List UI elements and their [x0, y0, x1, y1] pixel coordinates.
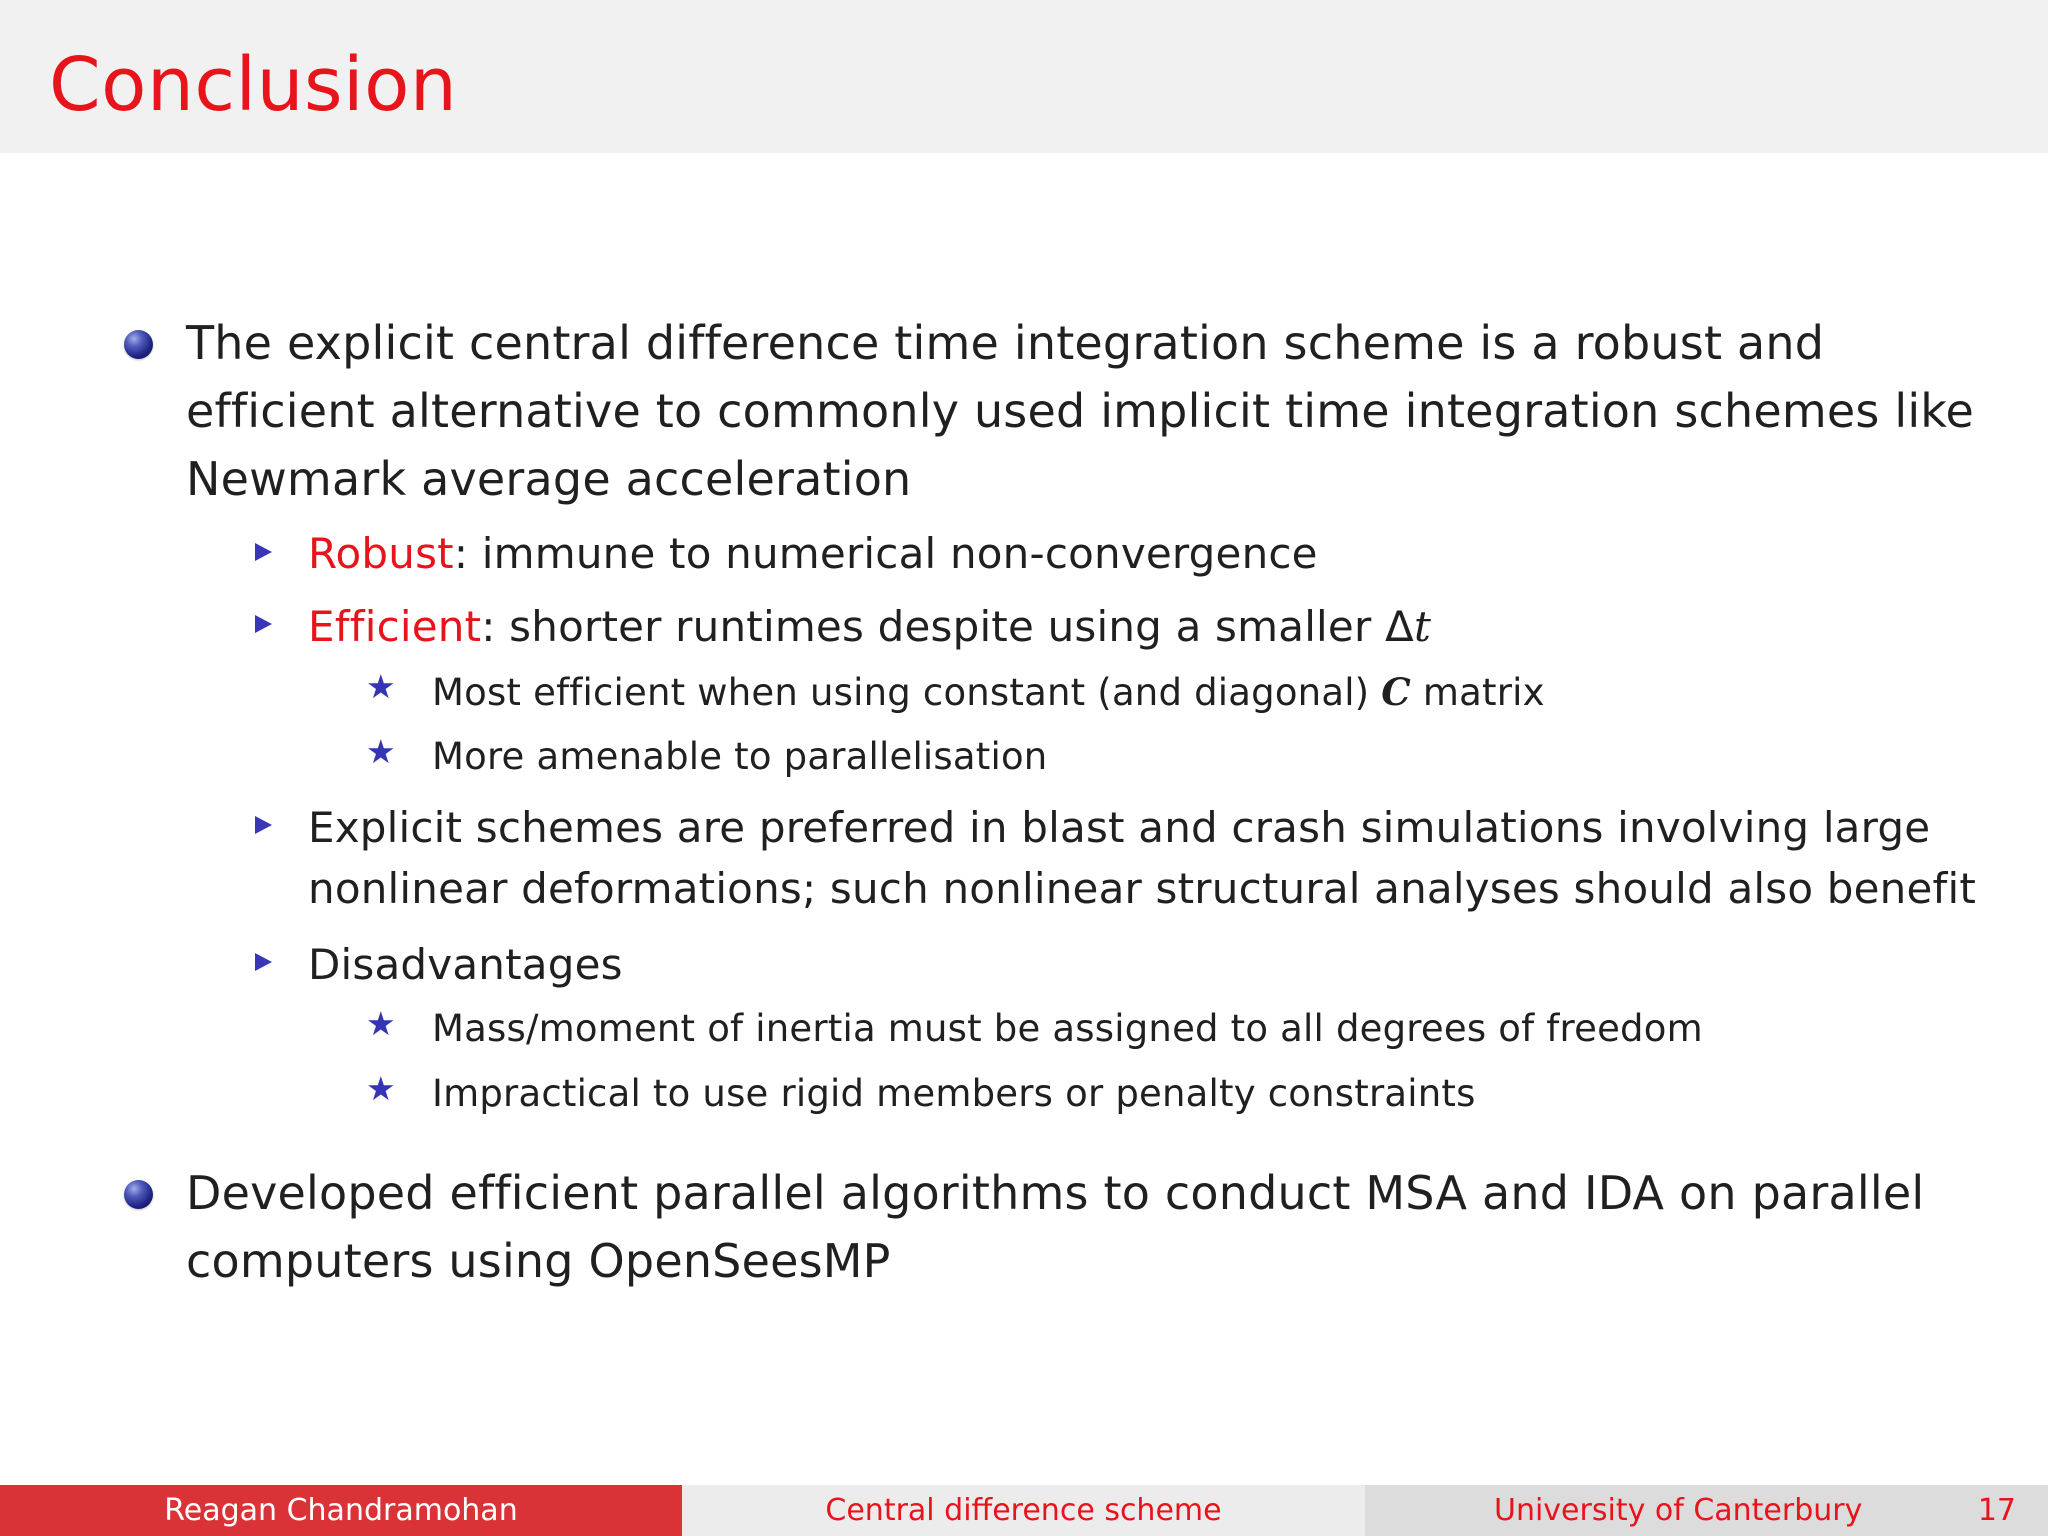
sub-sub-item-text-before: Most efficient when using constant (and diagonal) [432, 671, 1382, 714]
triangle-bullet-icon [255, 543, 272, 561]
bullet-1-line-1: The explicit central difference time integration scheme is a robust and [186, 316, 1825, 370]
sub-item-robust-rest: : immune to numerical non-convergence [453, 529, 1318, 578]
bullet-1-line-2: efficient alternative to commonly used implicit time integration schemes like [186, 384, 1974, 438]
triangle-bullet-icon [255, 816, 272, 834]
star-bullet-icon: ★ [366, 732, 396, 771]
sub-item-robust [308, 523, 1318, 584]
sub-sub-item-mass-inertia: Mass/moment of inertia must be assigned to all degrees of freedom [432, 1007, 1703, 1050]
star-bullet-icon: ★ [366, 1069, 396, 1108]
matrix-symbol: C [1381, 670, 1411, 714]
time-step-variable: t [1413, 602, 1432, 651]
page-number: 17 [1977, 1493, 2016, 1528]
sub-sub-item-text-after: matrix [1410, 671, 1545, 714]
sub-sub-item-parallelisation: More amenable to parallelisation [432, 735, 1048, 778]
sub-item-efficient [308, 596, 1431, 657]
sub-item-efficient-rest: : shorter runtimes despite using a smaller [481, 602, 1385, 651]
footer-right-panel [1365, 1485, 2048, 1536]
triangle-bullet-icon [255, 953, 272, 971]
bullet-icon [124, 330, 153, 359]
footer-author: Reagan Chandramohan [0, 1485, 682, 1536]
sub-item-efficient-lead: Efficient [308, 602, 482, 651]
bullet-2-line-2: computers using OpenSeesMP [186, 1234, 891, 1288]
footer-institution: University of Canterbury [1494, 1493, 1863, 1528]
sub-item-disadvantages: Disadvantages [308, 940, 623, 989]
bullet-icon [124, 1180, 153, 1209]
star-bullet-icon: ★ [366, 1004, 396, 1043]
slide-title: Conclusion [49, 42, 458, 128]
bullet-1-line-3: Newmark average acceleration [186, 452, 912, 506]
triangle-bullet-icon [255, 615, 272, 633]
sub-item-explicit-line-1: Explicit schemes are preferred in blast and crash simulations involving large [308, 803, 1931, 852]
sub-sub-item-constant-matrix [432, 667, 1545, 718]
footer-short-title: Central difference scheme [682, 1485, 1365, 1536]
sub-item-robust-lead: Robust [308, 529, 454, 578]
star-bullet-icon: ★ [366, 667, 396, 706]
bullet-2-line-1: Developed efficient parallel algorithms to conduct MSA and IDA on parallel [186, 1166, 1925, 1220]
footer [0, 1485, 2048, 1536]
sub-sub-item-rigid-members: Impractical to use rigid members or penalty constraints [432, 1072, 1476, 1115]
delta-symbol: Δ [1385, 602, 1414, 651]
sub-item-explicit-line-2: nonlinear deformations; such nonlinear structural analyses should also benefit [308, 864, 1977, 913]
